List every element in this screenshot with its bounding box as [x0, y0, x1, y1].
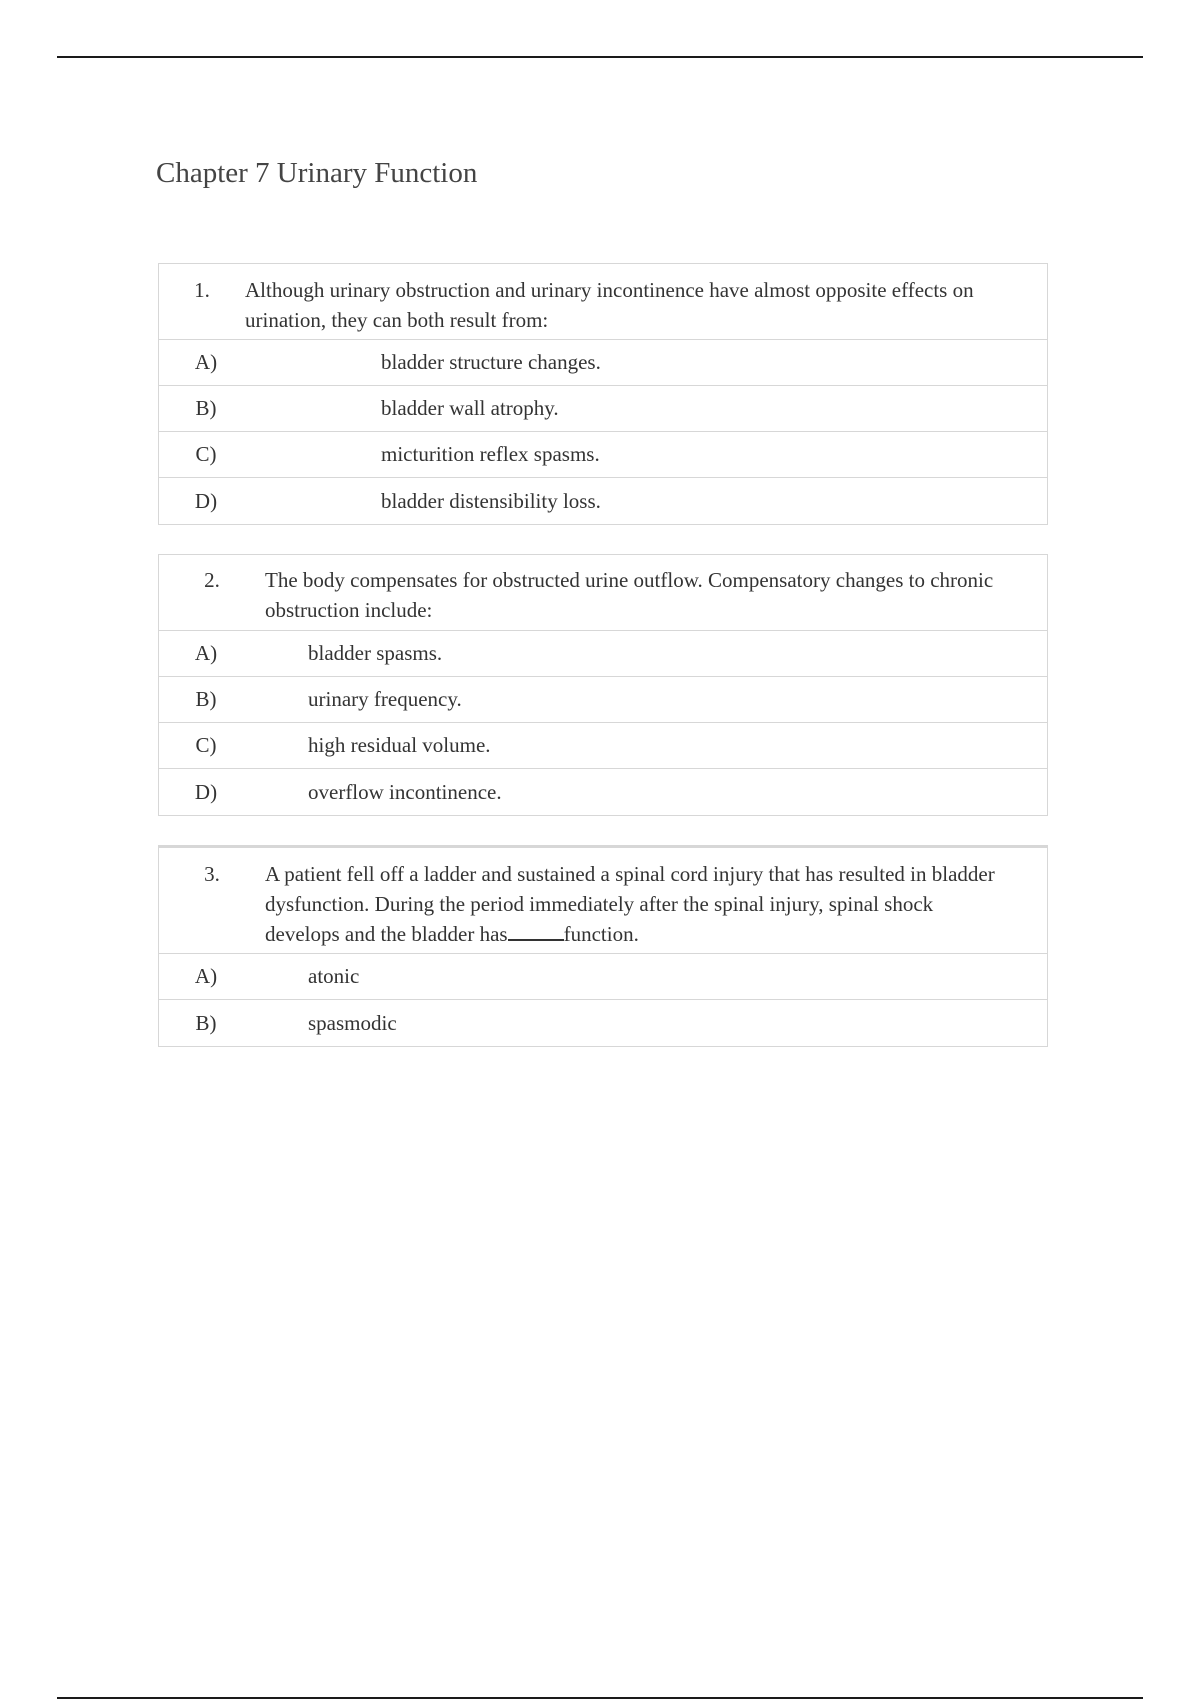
option-label: A) — [194, 964, 218, 988]
question-number: 1. — [194, 278, 210, 302]
question-block-2 — [158, 554, 1048, 816]
answer-option[interactable] — [159, 677, 1047, 723]
answer-option[interactable] — [159, 340, 1047, 386]
answer-option[interactable] — [159, 723, 1047, 769]
option-label: D) — [194, 779, 218, 804]
answer-option[interactable] — [159, 386, 1047, 432]
option-text: micturition reflex spasms. — [381, 442, 600, 466]
option-text: spasmodic — [308, 1010, 397, 1035]
answer-option[interactable] — [159, 631, 1047, 677]
option-label: B) — [195, 1010, 217, 1035]
option-label: D) — [194, 488, 218, 513]
option-label: A) — [194, 350, 218, 374]
option-label: A) — [194, 641, 218, 665]
header-rule — [57, 56, 1143, 58]
option-text: bladder spasms. — [308, 641, 443, 665]
answer-option[interactable] — [159, 769, 1047, 815]
option-label: C) — [195, 733, 217, 757]
footer-rule — [57, 1697, 1143, 1699]
option-label: C) — [195, 442, 217, 466]
option-text: bladder wall atrophy. — [381, 396, 559, 420]
option-label: B) — [195, 687, 217, 711]
question-text — [265, 859, 1047, 949]
question-text-before-blank: A patient fell off a ladder and sustained a spinal cord injury that has resulted in bladder dysfunction. During the period immediately after the spinal injury, spinal shock develops and the bladder has — [265, 862, 995, 946]
question-row — [159, 264, 1047, 340]
question-row — [159, 555, 1047, 631]
question-text: The body compensates for obstructed urine outflow. Compensatory changes to chronic obstruction include: — [265, 568, 994, 622]
answer-option[interactable] — [159, 1000, 1047, 1046]
option-text: overflow incontinence. — [308, 779, 502, 804]
option-label: B) — [195, 396, 217, 420]
question-row — [159, 848, 1047, 954]
question-block-1 — [158, 263, 1048, 525]
page-title: Chapter 7 Urinary Function — [156, 157, 478, 189]
option-text: bladder distensibility loss. — [381, 488, 601, 513]
question-text: Although urinary obstruction and urinary incontinence have almost opposite effects on urination, they can both result from: — [245, 278, 974, 332]
question-text-after-blank: function. — [563, 922, 639, 946]
question-number: 3. — [204, 862, 220, 886]
answer-option[interactable] — [159, 478, 1047, 524]
option-text: atonic — [308, 964, 360, 988]
option-text: urinary frequency. — [308, 687, 462, 711]
question-block-3 — [158, 845, 1048, 1047]
fill-in-blank — [508, 921, 564, 941]
option-text: bladder structure changes. — [381, 350, 601, 374]
question-number: 2. — [204, 568, 220, 592]
option-text: high residual volume. — [308, 733, 491, 757]
answer-option[interactable] — [159, 954, 1047, 1000]
answer-option[interactable] — [159, 432, 1047, 478]
